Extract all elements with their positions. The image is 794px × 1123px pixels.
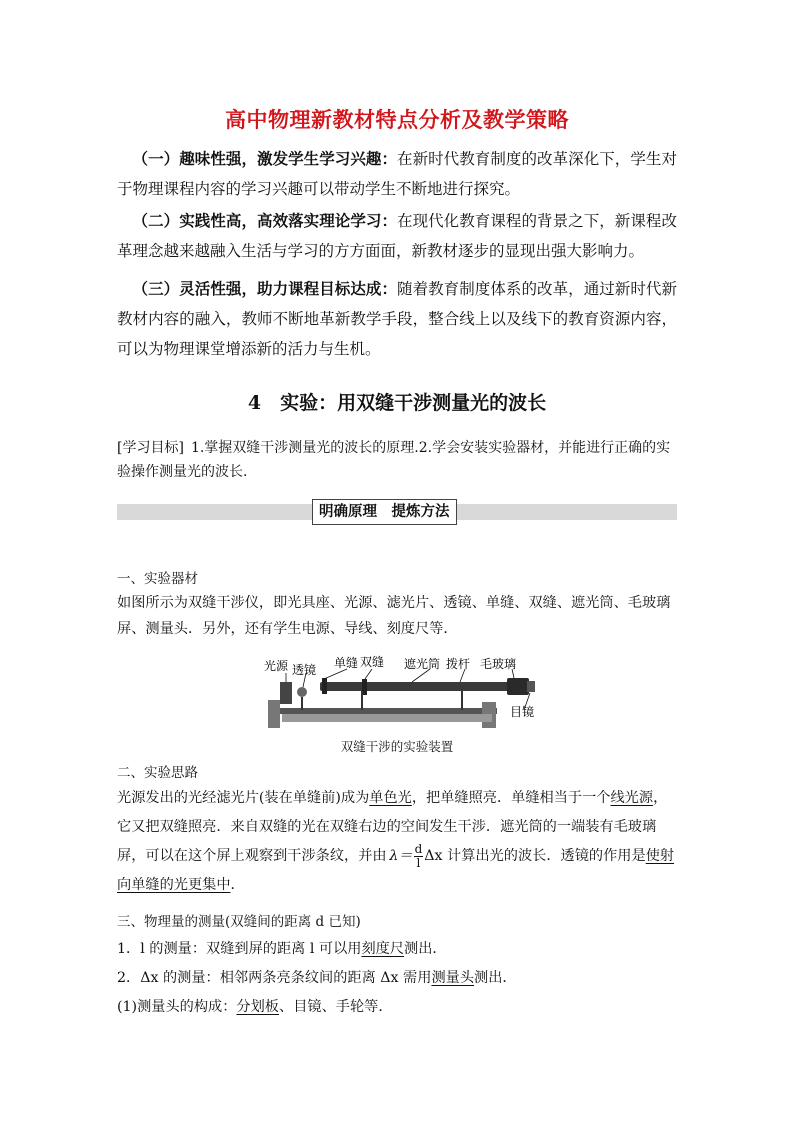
label-shade-tube: 遮光筒 xyxy=(404,657,441,671)
formula-lambda: λ＝ xyxy=(389,848,413,864)
part2-text-3: ，它又把双缝照亮．来自双缝的光在双缝右边的空间发生干涉．遮光筒的一端装有毛玻璃屏，可以在这个屏上观察到干涉条纹，并由 xyxy=(117,790,668,864)
part2-text xyxy=(117,784,679,900)
formula-denominator: l xyxy=(416,855,421,870)
part2-text-4: 计算出光的波长．透镜的作用是 xyxy=(442,848,646,864)
diagram-caption: 双缝干涉的实验装置 xyxy=(340,739,454,754)
bench-base xyxy=(282,714,492,722)
part3-item-2-b: 测出． xyxy=(474,970,517,986)
bench-left-stand xyxy=(268,700,280,728)
part3-heading: 三、物理量的测量(双缝间的距离 d 已知) xyxy=(117,914,361,930)
single-slit xyxy=(322,678,327,694)
optical-bench-rail xyxy=(272,708,497,714)
term-reticle: 分划板 xyxy=(236,999,279,1015)
part2-text-2: ，把单缝照亮．单缝相当于一个 xyxy=(411,790,611,806)
formula-numerator: d xyxy=(414,841,423,856)
term-ruler: 刻度尺 xyxy=(361,941,405,957)
shade-tube xyxy=(320,682,520,691)
feature-text-3: 随着教育制度体系的改革，通过新时代新教材内容的融入，教师不断地革新教学手段，整合线上以及线下的教育资源内容，可以为物理课堂增添新的活力与生机。 xyxy=(117,280,677,358)
eyepiece-assembly xyxy=(507,678,529,695)
part3-item-2-a: 2．Δx 的测量：相邻两条亮条纹间的距离 Δx 需用 xyxy=(117,970,432,986)
part3-item-2 xyxy=(117,965,679,991)
part3-item-1-a: 1．l 的测量：双缝到屏的距离 l 可以用 xyxy=(117,941,362,957)
single-slit-pointer xyxy=(324,669,347,679)
feature-heading-1: （一）趣味性强，激发学生学习兴趣： xyxy=(132,149,398,168)
term-line-source: 线光源 xyxy=(610,790,654,806)
formula-fraction xyxy=(414,843,424,870)
feature-heading-3: （三）灵活性强，助力课程目标达成： xyxy=(132,279,398,298)
part3-item-3-b: 、目镜、手轮等． xyxy=(279,999,393,1015)
formula-delta-x: Δx xyxy=(424,848,443,864)
label-eyepiece: 目镜 xyxy=(510,705,535,719)
lens xyxy=(297,687,307,697)
part1-heading: 一、实验器材 xyxy=(117,571,198,587)
double-slit-pointer xyxy=(365,669,372,679)
page-title: 高中物理新教材特点分析及教学策略 xyxy=(225,108,569,132)
light-source xyxy=(280,682,292,704)
label-single-slit: 单缝 xyxy=(334,656,359,670)
feature-paragraph-1 xyxy=(117,144,677,204)
part3-item-1-b: 测出． xyxy=(404,941,447,957)
label-frosted-glass: 毛玻璃 xyxy=(480,657,517,671)
part1-text: 如图所示为双缝干涉仪，即光具座、光源、滤光片、透镜、单缝、双缝、遮光筒、毛玻璃屏、测量头．另外，还有学生电源、导线、刻度尺等． xyxy=(117,595,671,637)
label-lever: 拨杆 xyxy=(446,657,471,671)
label-double-slit: 双缝 xyxy=(360,655,385,669)
feature-text-1: 在新时代教育制度的改革深化下，学生对于物理课程内容的学习兴趣可以带动学生不断地进行探究。 xyxy=(117,150,677,198)
part3-item-1 xyxy=(117,936,679,962)
part2-text-5: ． xyxy=(230,877,245,893)
learning-goals-label: [学习目标] xyxy=(117,440,184,456)
section-band-label: 明确原理 提炼方法 xyxy=(312,499,457,525)
part2-text-1: 光源发出的光经滤光片(装在单缝前)成为 xyxy=(117,790,370,806)
part2-heading: 二、实验思路 xyxy=(117,765,198,781)
eyepiece xyxy=(527,681,535,692)
part3-item-3 xyxy=(117,994,679,1020)
label-light-source: 光源 xyxy=(264,659,289,673)
feature-text-2: 在现代化教育课程的背景之下，新课程改革理念越来越融入生活与学习的方方面面，新教材逐步的显现出强大影响力。 xyxy=(117,212,677,260)
learning-goals-text: 1.掌握双缝干涉测量光的波长的原理.2.学会安装实验器材，并能进行正确的实验操作测量光的波长. xyxy=(117,440,671,480)
learning-goals xyxy=(117,436,677,484)
term-lens-purpose: 使射向单缝的光更集中 xyxy=(117,848,675,893)
part3-item-3-a: (1)测量头的构成： xyxy=(117,999,237,1015)
label-lens: 透镜 xyxy=(292,663,317,677)
term-monochromatic-light: 单色光 xyxy=(369,790,412,806)
interference-apparatus-diagram xyxy=(262,652,542,737)
feature-paragraph-3 xyxy=(117,274,677,364)
feature-paragraph-2 xyxy=(117,206,677,266)
feature-heading-2: （二）实践性高，高效落实理论学习： xyxy=(132,211,398,230)
section-title: 4 实验：用双缝干涉测量光的波长 xyxy=(247,392,547,414)
term-measuring-head: 测量头 xyxy=(431,970,475,986)
